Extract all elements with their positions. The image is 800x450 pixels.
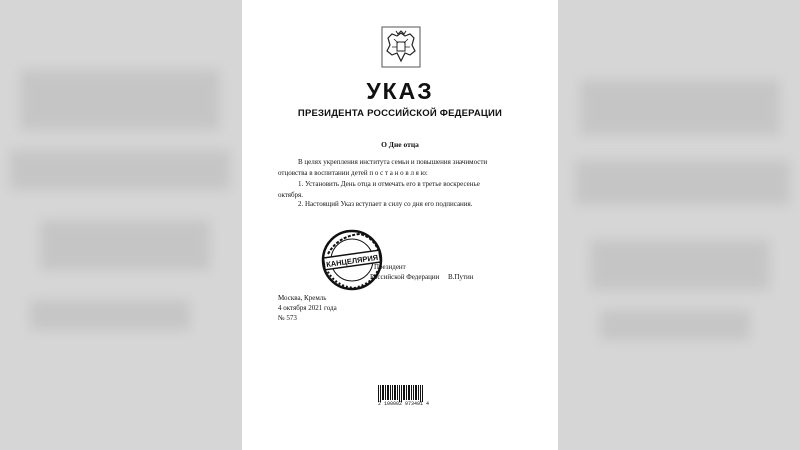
barcode-number: 2 100002 973491 4 — [378, 401, 430, 407]
item-2: 2. Настоящий Указ вступает в силу со дня его подписания. — [298, 200, 473, 208]
paragraph-1-line-1: В целях укрепления института семьи и повышения значимости — [298, 158, 488, 166]
issue-place: Москва, Кремль — [278, 294, 327, 302]
stamp-label: КАНЦЕЛЯРИЯ — [325, 252, 379, 270]
double-headed-eagle-icon — [380, 25, 422, 69]
decree-number: № 573 — [278, 314, 297, 322]
signature-title-line-2: Российской Федерации — [370, 273, 440, 281]
item-1-line-2: октября. — [278, 191, 304, 199]
signer-name: В.Путин — [448, 273, 474, 281]
paragraph-1-line-2: отцовства в воспитании детей п о с т а н о в л я ю: — [278, 169, 428, 177]
signature-title-line-1: Президент — [374, 263, 406, 271]
stamp-icon — [320, 228, 384, 292]
item-1-line-1: 1. Установить День отца и отмечать его в третье воскресенье — [298, 180, 480, 188]
decree-page — [242, 0, 558, 450]
barcode-icon — [378, 385, 424, 402]
issue-date: 4 октября 2021 года — [278, 304, 337, 312]
decree-subtitle: ПРЕЗИДЕНТА РОССИЙСКОЙ ФЕДЕРАЦИИ — [297, 108, 503, 119]
decree-title: УКАЗ — [366, 78, 434, 104]
issue-details — [278, 293, 337, 323]
decree-heading: О Дне отца — [381, 140, 419, 149]
